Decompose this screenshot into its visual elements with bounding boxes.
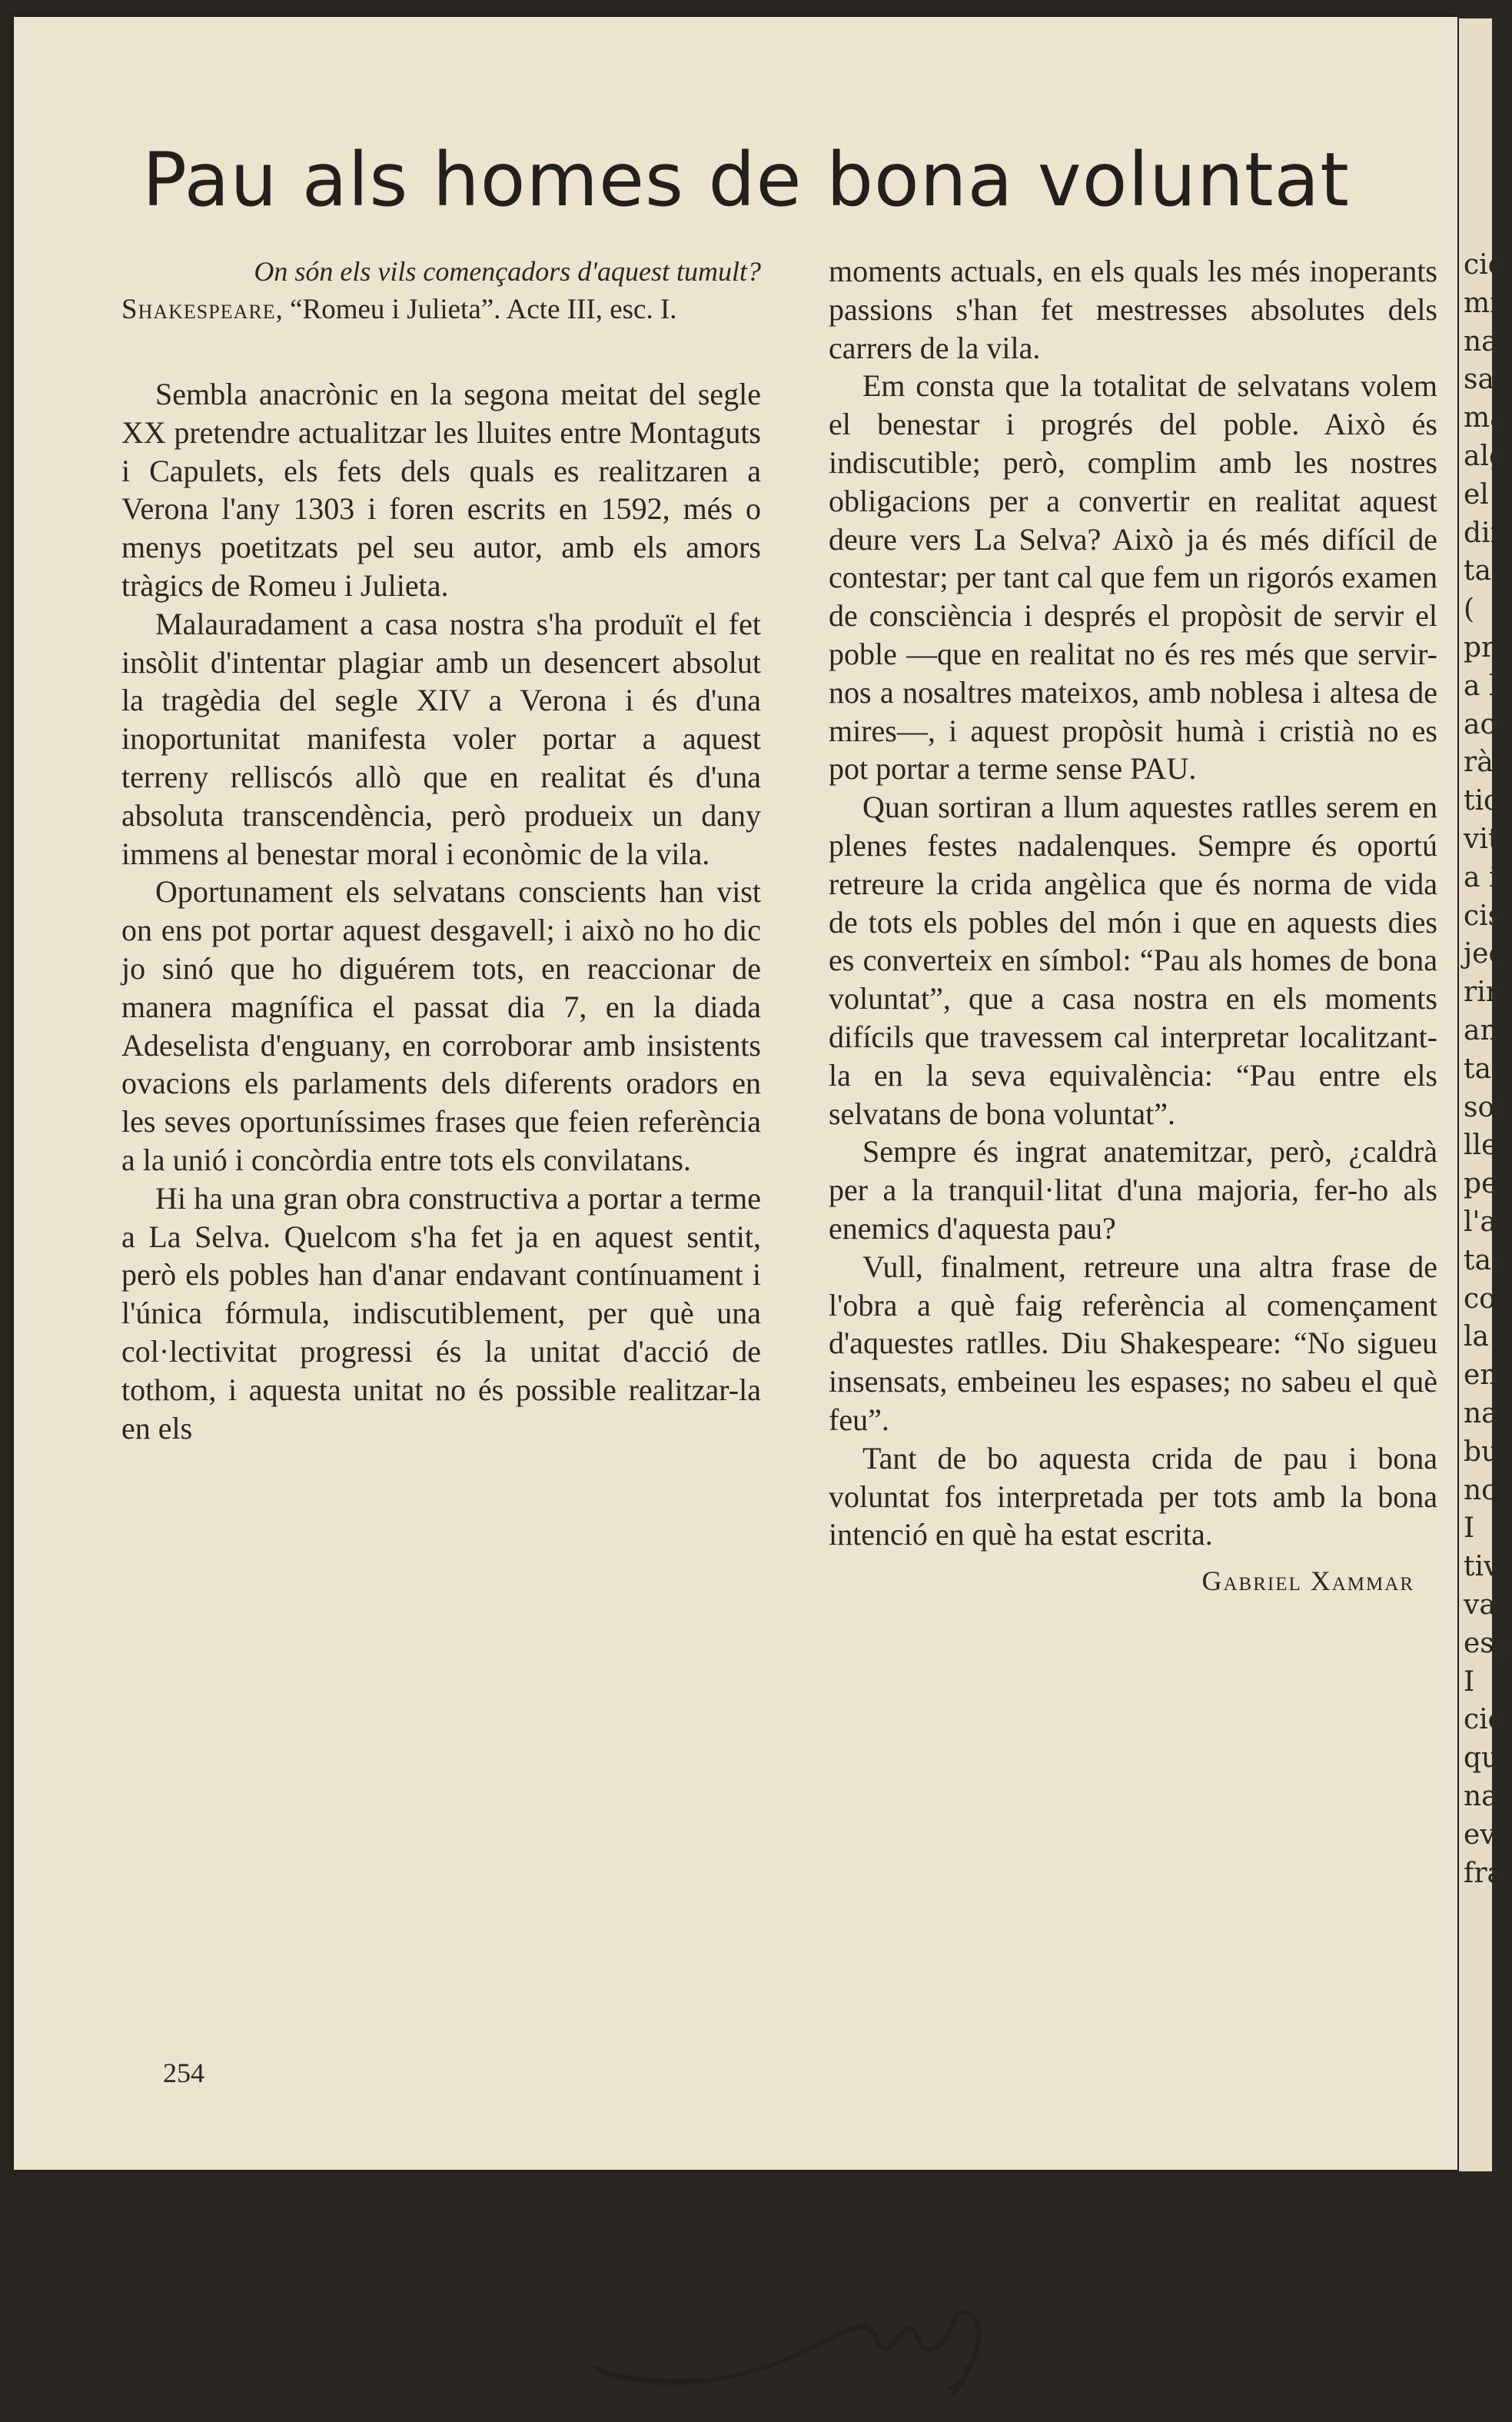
paragraph: moments actuals, en els quals les més inoperants passions s'han fet mestresses absolutes dels carrers de la vila. — [829, 254, 1437, 365]
next-page-fragment: na — [1464, 1398, 1498, 1429]
next-page-fragment: ma — [1464, 402, 1507, 434]
paragraph: Sembla anacrònic en la segona meitat del segle XX pretendre actualitzar les lluites entre Montaguts i Capulets, els fets dels quals es realitzaren a Verona l'any 1303 i foren escrits en 1592, més o menys poetitzats pel seu autor, amb els amors tràgics de Romeu i Julieta. — [121, 377, 761, 603]
next-page-fragment: tar — [1464, 1244, 1505, 1276]
next-page-fragment: lle — [1464, 1129, 1498, 1162]
next-page-fragment: vit — [1464, 823, 1500, 855]
next-page-fragment: qu — [1464, 1742, 1500, 1775]
page-number: 254 — [163, 2058, 204, 2088]
next-page-fragment: I — [1464, 1512, 1475, 1545]
next-page-fragment: dir — [1464, 517, 1504, 549]
next-page-fragment: act — [1464, 708, 1507, 740]
next-page-fragment: mi — [1464, 287, 1499, 319]
next-page-fragment: sa — [1464, 364, 1494, 396]
left-column — [121, 252, 761, 1447]
next-page-fragment: tat — [1464, 555, 1503, 587]
paragraph: Oportunament els selvatans conscients han vist on ens pot portar aquest desgavell; i això no ho dic jo sinó que ho diguérem tots, en reaccionar de manera magnífica el passat dia 7, en la diada Adeselista d'enguany, en corroborar amb insistents ovacions els parlaments dels diferents oradors en les seves oportuníssimes frases que feien referència a la unió i concòrdia entre tots els convilatans. — [121, 874, 761, 1177]
next-page-fragment: alg — [1464, 441, 1507, 472]
paragraph: Malauradament a casa nostra s'ha produït el fet insòlit d'intentar plagiar amb un desencert absolut la tragèdia del segle XIV a Verona i és d'una inoportunitat manifesta voler portar a aquest terreny relliscós allò que en realitat és d'una absoluta transcendència, però produeix un dany immens al benestar moral i econòmic de la vila. — [121, 606, 761, 871]
next-page-fragment: cor — [1464, 1283, 1510, 1315]
next-page-fragment: fra — [1464, 1857, 1504, 1889]
paragraph: Em consta que la totalitat de selvatans volem el benestar i progrés del poble. Això és indiscutible; però, complim amb les nostres obligacions per a convertir en realitat aquest deure vers La Selva? Això ja és més difícil de contestar; per tant cal que fem un rigorós examen de consciència i després el propòsit de servir el poble —que en realitat no és res més que servir-nos a nosaltres mateixos, amb noblesa i altesa de mires—, i aquest propòsit humà i cristià no es pot portar a terme sense PAU. — [829, 368, 1437, 787]
next-page-fragment: jec — [1464, 938, 1504, 970]
next-page-fragment: ció — [1464, 249, 1505, 281]
article-title: Pau als homes de bona voluntat — [142, 137, 1350, 223]
paragraph: Tant de bo aquesta crida de pau i bona voluntat fos interpretada per tots amb la bona intenció en què ha estat escrita. — [829, 1440, 1437, 1552]
next-page-fragment: a i — [1464, 861, 1498, 893]
next-page-edge — [1459, 18, 1512, 2171]
epigraph-author: Shakespeare — [121, 294, 276, 325]
epigraph-quote: On són els vils començadors d'aquest tumult? — [254, 256, 761, 287]
right-column — [829, 252, 1437, 1597]
next-page-fragment: tiv — [1464, 1551, 1500, 1583]
next-page-fragment: la — [1464, 1321, 1489, 1353]
next-page-fragment: na — [1464, 1781, 1498, 1812]
epigraph-work: , “Romeu i Julieta”. Acte III, esc. I. — [275, 294, 677, 325]
next-page-fragment: sol — [1464, 1091, 1504, 1123]
next-page-fragment: bu — [1464, 1436, 1500, 1468]
next-page-fragment: na — [1464, 325, 1498, 358]
next-page-fragment: rà — [1464, 747, 1494, 779]
paragraph: Sempre és ingrat anatemitzar, però, ¿caldrà per a la tranquil·litat d'una majoria, fer-ho als enemics d'aquesta pau? — [829, 1134, 1437, 1246]
paragraph: Quan sortiran a llum aquestes ratlles serem en plenes festes nadalenques. Sempre és oportú retreure la crida angèlica que és norma de vida de tots els pobles del món i que en aquests dies es converteix en símbol: “Pau als homes de bona voluntat”, que a casa nostra en els moments difícils que travessem cal interpretar localitzant-la en la seva equivalència: “Pau entre els selvatans de bona voluntat”. — [829, 790, 1437, 1131]
paragraph: Vull, finalment, retreure una altra frase de l'obra a què faig referència al començament d'aquestes ratlles. Diu Shakespeare: “No sigueu insensats, embeineu les espases; no sabeu el què feu”. — [829, 1249, 1437, 1437]
next-page-fragment: ( — [1464, 594, 1475, 626]
next-page-fragment: va — [1464, 1589, 1496, 1621]
next-page-fragment: tal — [1464, 1053, 1500, 1085]
paragraph: Hi ha una gran obra constructiva a portar a terme a La Selva. Quelcom s'ha fet ja en aquest sentit, però els pobles han d'anar endavant contínuament i l'única fórmula, indiscutiblement, per què una col·lectivitat progressi és la unitat d'acció de tothom, i aquesta unitat no és possible realitzar-la en els — [121, 1180, 761, 1446]
next-page-fragment: pr — [1464, 632, 1495, 664]
ornamental-flourish-icon — [592, 2253, 1022, 2422]
next-page-fragment: pe — [1464, 1168, 1498, 1200]
next-page-fragment: tic — [1464, 785, 1500, 817]
next-page-fragment: esp — [1464, 1627, 1512, 1659]
author-signature: Gabriel Xammar — [1201, 1565, 1414, 1597]
next-page-fragment: ció — [1464, 1704, 1505, 1736]
next-page-fragment: a l — [1464, 670, 1498, 702]
next-page-fragment: cis — [1464, 900, 1503, 932]
next-page-fragment: en — [1464, 1359, 1498, 1392]
next-page-fragment: l'a — [1464, 1206, 1497, 1238]
next-page-fragment: I — [1464, 1665, 1475, 1698]
next-page-fragment: evi — [1464, 1818, 1505, 1851]
epigraph-source — [121, 291, 761, 329]
next-page-fragment: el — [1464, 478, 1489, 511]
next-page-fragment: no. — [1464, 1474, 1507, 1506]
next-page-fragment: an — [1464, 1015, 1498, 1046]
next-page-fragment: rir — [1464, 976, 1499, 1009]
